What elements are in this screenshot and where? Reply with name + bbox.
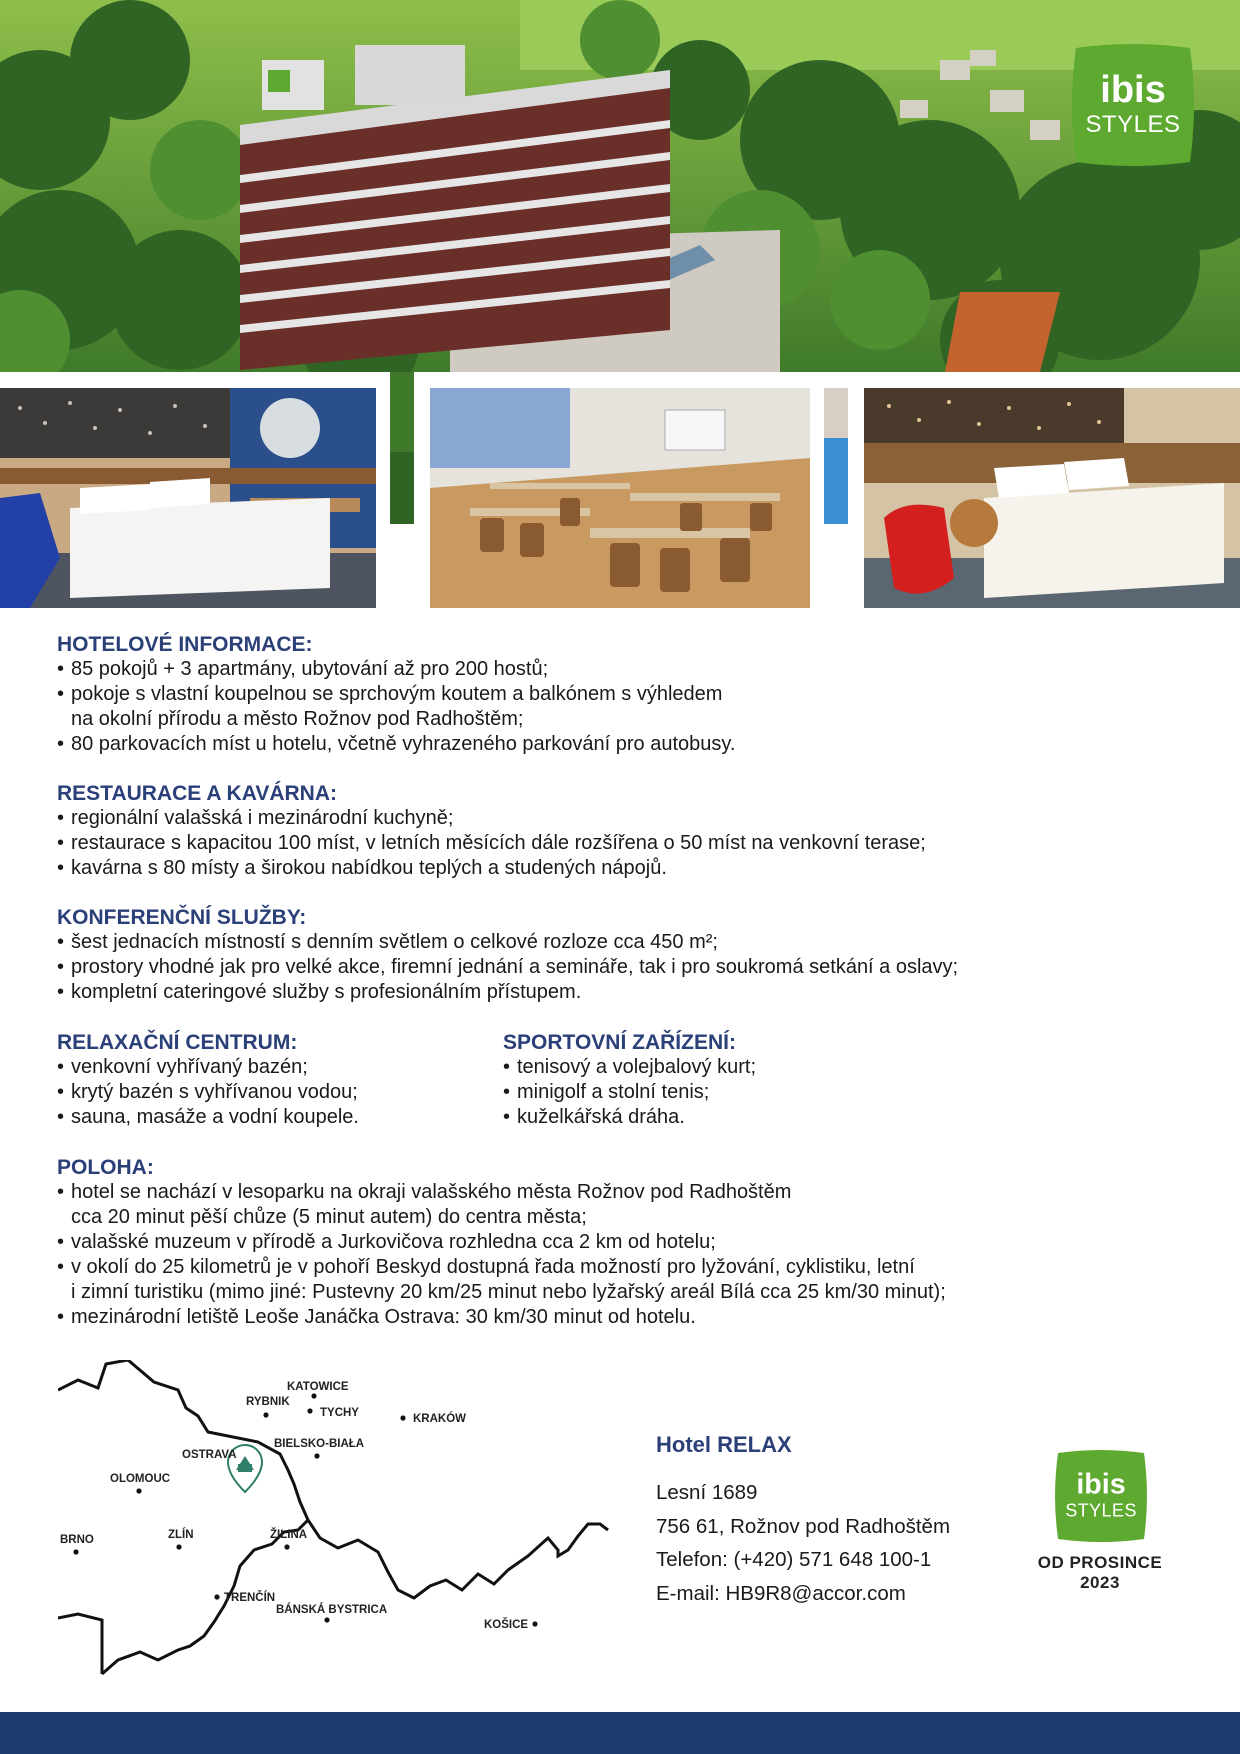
contact-block	[656, 1432, 1036, 1610]
ibis-styles-logo-small	[1052, 1447, 1150, 1545]
heading-hotel-info: HOTELOVÉ INFORMACE:	[57, 633, 313, 656]
list-item: • kavárna s 80 místy a širokou nabídkou teplých a studených nápojů.	[57, 856, 1177, 881]
city-rybnik: RYBNIK	[246, 1396, 290, 1408]
city-ostrava: OSTRAVA	[182, 1449, 237, 1461]
list-item-continuation: na okolní přírodu a město Rožnov pod Radhoštěm;	[71, 708, 524, 730]
section-location	[57, 1156, 1197, 1330]
list-item: • 80 parkovacích míst u hotelu, včetně vyhrazeného parkování pro autobusy.	[57, 732, 1177, 757]
city-brno: BRNO	[60, 1534, 94, 1546]
city-katowice: KATOWICE	[287, 1381, 349, 1393]
location-list	[57, 1180, 1197, 1330]
border-sk-pl	[308, 1520, 608, 1598]
list-item: • prostory vhodné jak pro velké akce, firemní jednání a semináře, tak i pro soukromá setkání a oslavy;	[57, 955, 1197, 980]
list-item-continuation: i zimní turistiku (mimo jiné: Pustevny 20 km/25 minut nebo lyžařský areál Bílá cca 25 km/30 minut);	[71, 1281, 946, 1303]
forest-strip-illustration	[390, 372, 414, 524]
city-tychy: TYCHY	[320, 1407, 359, 1419]
section-restaurant	[57, 782, 1177, 881]
section-relax	[57, 1031, 477, 1130]
city-bielsko: BIELSKO-BIAŁA	[274, 1438, 365, 1450]
bedroom-blue-illustration	[0, 388, 376, 608]
footer-bar	[0, 1712, 1240, 1754]
heading-restaurant: RESTAURACE A KAVÁRNA:	[57, 782, 337, 805]
heading-sport: SPORTOVNÍ ZAŘÍZENÍ:	[503, 1031, 736, 1054]
sport-list	[503, 1055, 923, 1130]
hotel-aerial-illustration	[0, 0, 1240, 372]
list-item: • šest jednacích místností s denním světlem o celkové rozloze cca 450 m²;	[57, 930, 1197, 955]
photo-conference-room	[430, 388, 810, 608]
list-item: • krytý bazén s vyhřívanou vodou;	[57, 1080, 477, 1105]
section-sport	[503, 1031, 923, 1130]
list-item: • 85 pokojů + 3 apartmány, ubytování až pro 200 hostů;	[57, 657, 1177, 682]
email[interactable]: E-mail: HB9R8@accor.com	[656, 1581, 906, 1605]
city-kosice: KOŠICE	[484, 1619, 529, 1631]
opening-line-1: OD PROSINCE	[1037, 1553, 1163, 1572]
photo-bedroom-red	[864, 388, 1240, 608]
conference-list	[57, 930, 1197, 1005]
list-item: • kuželkářská dráha.	[503, 1105, 923, 1130]
list-item: • kompletní cateringové služby s profesionálním přístupem.	[57, 980, 1197, 1005]
list-item	[57, 682, 1177, 732]
hero-photo-hotel-aerial	[0, 0, 1240, 372]
list-item-text: pokoje s vlastní koupelnou se sprchovým koutem a balkónem s výhledem	[71, 683, 723, 705]
address-city: 756 61, Rožnov pod Radhoštěm	[656, 1514, 951, 1538]
section-conference	[57, 906, 1197, 1005]
list-item: • tenisový a volejbalový kurt;	[503, 1055, 923, 1080]
border-at	[58, 1614, 102, 1674]
ibis-styles-logo	[1068, 40, 1198, 170]
logo-styles-text: STYLES	[1085, 111, 1181, 138]
list-item: • regionální valašská i mezinárodní kuchyně;	[57, 806, 1177, 831]
restaurant-list	[57, 806, 1177, 881]
city-zilina: ŽILINA	[270, 1529, 308, 1541]
photo-bedroom-blue	[0, 388, 376, 608]
region-map	[58, 1360, 618, 1680]
logo-ibis-text: ibis	[1076, 1468, 1126, 1501]
list-item: • valašské muzeum v přírodě a Jurkovičova rozhledna cca 2 km od hotelu;	[57, 1230, 1197, 1255]
hotel-info-list	[57, 657, 1177, 757]
city-trencin: TRENČÍN	[224, 1592, 276, 1604]
border-cz-sk	[102, 1520, 308, 1674]
city-zlin: ZLÍN	[168, 1529, 194, 1541]
hotel-name: Hotel RELAX	[656, 1432, 792, 1457]
city-banska: BÁNSKÁ BYSTRICA	[276, 1604, 388, 1616]
logo-ibis-text: ibis	[1100, 69, 1166, 111]
section-hotel-info	[57, 633, 1177, 757]
list-item-text: v okolí do 25 kilometrů je v pohoří Beskyd dostupná řada možností pro lyžování, cyklistiku, letní	[71, 1256, 915, 1278]
list-item-continuation: cca 20 minut pěší chůze (5 minut autem) do centra města;	[71, 1206, 587, 1228]
heading-conference: KONFERENČNÍ SLUŽBY:	[57, 906, 307, 929]
border-cz-pl	[58, 1360, 308, 1520]
list-item: • minigolf a stolní tenis;	[503, 1080, 923, 1105]
phone[interactable]: Telefon: (+420) 571 648 100-1	[656, 1548, 932, 1571]
city-krakow: KRAKÓW	[413, 1413, 467, 1425]
logo-styles-text: STYLES	[1065, 1500, 1137, 1521]
address-street: Lesní 1689	[656, 1481, 758, 1504]
city-olomouc: OLOMOUC	[110, 1473, 171, 1485]
relax-list	[57, 1055, 477, 1130]
photo-strip-pool	[824, 388, 848, 524]
list-item	[57, 1180, 1197, 1230]
opening-date	[1020, 1553, 1180, 1593]
list-item: • sauna, masáže a vodní koupele.	[57, 1105, 477, 1130]
bedroom-red-illustration	[864, 388, 1240, 608]
list-item: • restaurace s kapacitou 100 míst, v letních měsících dále rozšířena o 50 míst na venkovní terase;	[57, 831, 1177, 856]
list-item-text: hotel se nachází v lesoparku na okraji valašského města Rožnov pod Radhoštěm	[71, 1181, 792, 1203]
pool-strip-illustration	[824, 388, 848, 524]
list-item	[57, 1255, 1197, 1305]
list-item: • venkovní vyhřívaný bazén;	[57, 1055, 477, 1080]
opening-line-2: 2023	[1080, 1573, 1120, 1592]
conference-room-illustration	[430, 388, 810, 608]
heading-relax: RELAXAČNÍ CENTRUM:	[57, 1031, 298, 1054]
photo-strip-forest	[390, 372, 414, 524]
heading-location: POLOHA:	[57, 1156, 154, 1179]
list-item: • mezinárodní letiště Leoše Janáčka Ostrava: 30 km/30 minut od hotelu.	[57, 1305, 1197, 1330]
